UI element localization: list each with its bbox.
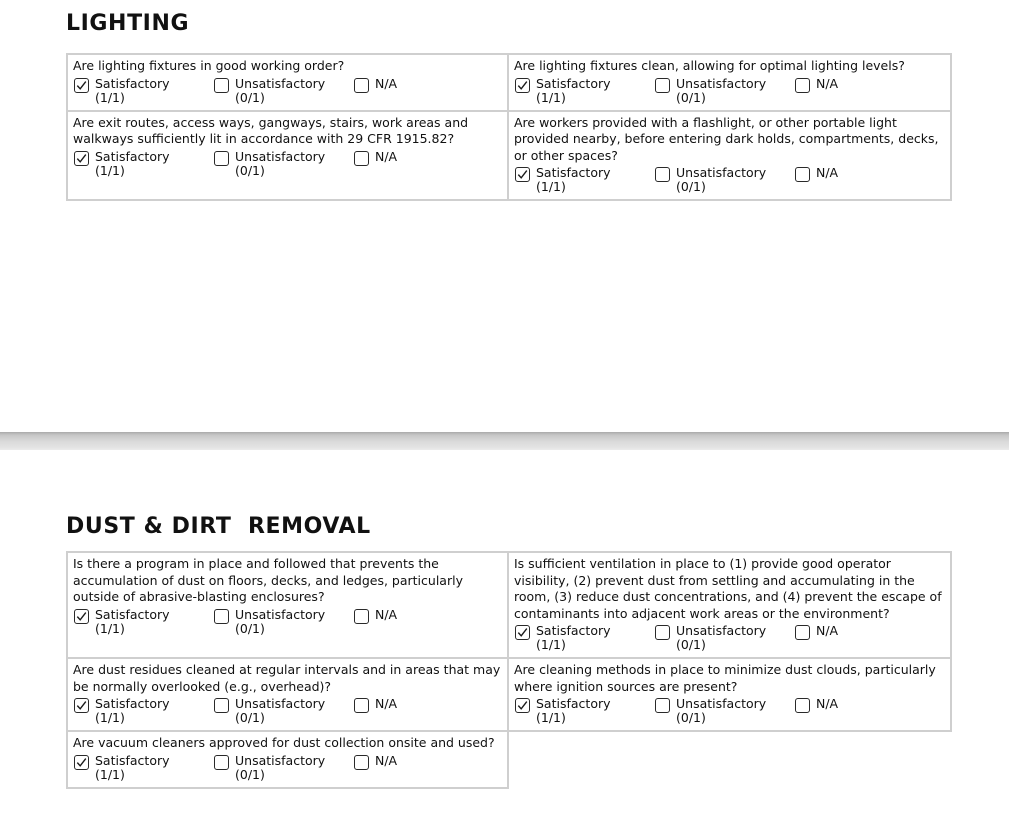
option-score: (1/1) bbox=[95, 89, 125, 105]
answer-options bbox=[514, 697, 945, 725]
option-label: Satisfactory bbox=[536, 75, 611, 91]
option-label: N/A bbox=[816, 696, 839, 711]
checkbox-unchecked[interactable] bbox=[655, 78, 670, 93]
option-unsatisfactory[interactable] bbox=[213, 77, 353, 105]
option-label: N/A bbox=[375, 752, 398, 768]
option-score: (0/1) bbox=[676, 637, 706, 652]
checkbox-checked[interactable] bbox=[74, 78, 89, 93]
option-score: (1/1) bbox=[95, 162, 125, 178]
question-text: Is there a program in place and followed that prevents the accumulation of dust on floors, decks, and ledges, particularly outside of abrasive-blasting enclosures? bbox=[73, 556, 463, 604]
answer-options bbox=[73, 150, 502, 178]
option-satisfactory[interactable] bbox=[514, 624, 654, 652]
section-title-dust-dirt-removal: DUST & DIRT REMOVAL bbox=[66, 514, 371, 539]
answer-options bbox=[514, 166, 945, 194]
option-unsatisfactory[interactable] bbox=[213, 150, 353, 178]
option-na[interactable] bbox=[353, 754, 433, 770]
page-separator bbox=[0, 432, 1009, 450]
option-score: (0/1) bbox=[676, 179, 706, 194]
option-score: (1/1) bbox=[536, 710, 566, 725]
answer-options bbox=[514, 624, 945, 652]
question-cell bbox=[66, 53, 509, 112]
question-text: Are lighting fixtures in good working order? bbox=[73, 58, 345, 73]
question-cell bbox=[507, 53, 952, 112]
option-score: (0/1) bbox=[676, 710, 706, 725]
question-cell bbox=[507, 110, 952, 202]
option-na[interactable] bbox=[353, 608, 433, 624]
checkbox-unchecked[interactable] bbox=[354, 698, 369, 713]
option-score: (0/1) bbox=[235, 710, 265, 725]
checkmark-icon bbox=[516, 626, 529, 639]
option-na[interactable] bbox=[794, 77, 874, 93]
option-label: Satisfactory bbox=[536, 623, 611, 638]
option-label: N/A bbox=[816, 165, 839, 180]
checkbox-unchecked[interactable] bbox=[214, 698, 229, 713]
checkbox-unchecked[interactable] bbox=[214, 78, 229, 93]
option-unsatisfactory[interactable] bbox=[213, 608, 353, 636]
checkbox-unchecked[interactable] bbox=[655, 167, 670, 182]
checkmark-icon bbox=[75, 756, 88, 769]
question-cell bbox=[66, 730, 509, 789]
option-score: (1/1) bbox=[536, 637, 566, 652]
question-text: Are vacuum cleaners approved for dust collection onsite and used? bbox=[73, 735, 495, 750]
option-label: N/A bbox=[375, 696, 398, 711]
option-satisfactory[interactable] bbox=[514, 166, 654, 194]
option-label: Satisfactory bbox=[95, 752, 170, 768]
option-unsatisfactory[interactable] bbox=[213, 754, 353, 782]
checkmark-icon bbox=[75, 79, 88, 92]
option-label: Satisfactory bbox=[95, 148, 170, 164]
question-cell bbox=[507, 657, 952, 732]
checkbox-unchecked[interactable] bbox=[354, 78, 369, 93]
checkmark-icon bbox=[75, 699, 88, 712]
option-label: Unsatisfactory bbox=[676, 75, 767, 91]
question-text: Are workers provided with a flashlight, or other portable light provided nearby, before entering dark holds, compartments, decks, or other spaces? bbox=[514, 114, 939, 163]
option-label: Unsatisfactory bbox=[676, 165, 767, 180]
option-score: (1/1) bbox=[536, 179, 566, 194]
option-label: N/A bbox=[816, 623, 839, 638]
option-label: Satisfactory bbox=[536, 696, 611, 711]
question-cell bbox=[507, 551, 952, 659]
option-na[interactable] bbox=[794, 624, 874, 640]
checkbox-checked[interactable] bbox=[74, 755, 89, 770]
question-grid-lighting bbox=[66, 53, 952, 199]
option-label: Unsatisfactory bbox=[235, 148, 326, 164]
option-na[interactable] bbox=[353, 77, 433, 93]
answer-options bbox=[514, 77, 945, 105]
option-label: Unsatisfactory bbox=[235, 696, 326, 711]
section-title-lighting: LIGHTING bbox=[66, 11, 190, 36]
option-label: Unsatisfactory bbox=[676, 696, 767, 711]
option-na[interactable] bbox=[353, 150, 433, 166]
option-satisfactory[interactable] bbox=[73, 150, 213, 178]
option-unsatisfactory[interactable] bbox=[654, 697, 794, 725]
option-score: (0/1) bbox=[676, 89, 706, 105]
checkbox-checked[interactable] bbox=[74, 151, 89, 166]
question-cell bbox=[66, 551, 509, 659]
checkbox-unchecked[interactable] bbox=[214, 609, 229, 624]
checkbox-unchecked[interactable] bbox=[795, 625, 810, 640]
option-satisfactory[interactable] bbox=[73, 77, 213, 105]
option-score: (1/1) bbox=[536, 89, 566, 105]
checkmark-icon bbox=[516, 699, 529, 712]
checkbox-unchecked[interactable] bbox=[354, 151, 369, 166]
checkmark-icon bbox=[75, 610, 88, 623]
option-label: Unsatisfactory bbox=[676, 623, 767, 638]
option-label: Unsatisfactory bbox=[235, 606, 326, 622]
question-text: Are exit routes, access ways, gangways, stairs, work areas and walkways sufficiently lit in accordance with 29 CFR 1915.82? bbox=[73, 114, 469, 146]
option-label: Unsatisfactory bbox=[235, 752, 326, 768]
question-cell bbox=[66, 110, 509, 202]
option-unsatisfactory[interactable] bbox=[213, 697, 353, 725]
checkbox-unchecked[interactable] bbox=[655, 698, 670, 713]
option-satisfactory[interactable] bbox=[514, 77, 654, 105]
option-label: N/A bbox=[375, 148, 398, 164]
checkbox-checked[interactable] bbox=[515, 625, 530, 640]
answer-options bbox=[73, 697, 502, 725]
answer-options bbox=[73, 754, 502, 782]
option-label: Satisfactory bbox=[536, 165, 611, 180]
checkmark-icon bbox=[516, 79, 529, 92]
option-label: N/A bbox=[375, 75, 398, 91]
option-score: (1/1) bbox=[95, 620, 125, 636]
option-unsatisfactory[interactable] bbox=[654, 77, 794, 105]
option-satisfactory[interactable] bbox=[73, 608, 213, 636]
option-satisfactory[interactable] bbox=[514, 697, 654, 725]
option-score: (0/1) bbox=[235, 89, 265, 105]
checkbox-checked[interactable] bbox=[515, 78, 530, 93]
option-score: (0/1) bbox=[235, 766, 265, 782]
option-label: N/A bbox=[375, 606, 398, 622]
option-na[interactable] bbox=[353, 697, 433, 713]
option-unsatisfactory[interactable] bbox=[654, 624, 794, 652]
question-grid-dust bbox=[66, 551, 952, 787]
checkbox-checked[interactable] bbox=[515, 698, 530, 713]
option-label: Satisfactory bbox=[95, 75, 170, 91]
checkbox-unchecked[interactable] bbox=[354, 609, 369, 624]
checkbox-unchecked[interactable] bbox=[655, 625, 670, 640]
checkmark-icon bbox=[75, 152, 88, 165]
option-score: (0/1) bbox=[235, 620, 265, 636]
checkmark-icon bbox=[516, 168, 529, 181]
question-text: Are dust residues cleaned at regular intervals and in areas that may be normally overlooked (e.g., overhead)? bbox=[73, 662, 501, 694]
option-label: Unsatisfactory bbox=[235, 75, 326, 91]
option-na[interactable] bbox=[794, 166, 874, 182]
option-score: (1/1) bbox=[95, 766, 125, 782]
answer-options bbox=[73, 608, 502, 636]
question-text: Are cleaning methods in place to minimize dust clouds, particularly where ignition sources are present? bbox=[514, 662, 936, 694]
option-label: N/A bbox=[816, 75, 839, 91]
option-score: (0/1) bbox=[235, 162, 265, 178]
checkbox-checked[interactable] bbox=[74, 698, 89, 713]
option-satisfactory[interactable] bbox=[73, 754, 213, 782]
question-cell bbox=[66, 657, 509, 732]
question-text: Is sufficient ventilation in place to (1) provide good operator visibility, (2) prevent dust from settling and accumulating in the room, (3) reduce dust concentrations, and (4) prevent the escape of contaminants into adjacent work areas or the environment? bbox=[514, 556, 942, 621]
checkbox-unchecked[interactable] bbox=[214, 755, 229, 770]
checkbox-checked[interactable] bbox=[74, 609, 89, 624]
option-unsatisfactory[interactable] bbox=[654, 166, 794, 194]
checkbox-unchecked[interactable] bbox=[795, 167, 810, 182]
option-satisfactory[interactable] bbox=[73, 697, 213, 725]
option-label: Satisfactory bbox=[95, 606, 170, 622]
option-score: (1/1) bbox=[95, 710, 125, 725]
option-na[interactable] bbox=[794, 697, 874, 713]
checkbox-unchecked[interactable] bbox=[795, 78, 810, 93]
question-text: Are lighting fixtures clean, allowing for optimal lighting levels? bbox=[514, 58, 905, 73]
option-label: Satisfactory bbox=[95, 696, 170, 711]
checkbox-unchecked[interactable] bbox=[214, 151, 229, 166]
checkbox-unchecked[interactable] bbox=[354, 755, 369, 770]
checkbox-unchecked[interactable] bbox=[795, 698, 810, 713]
checkbox-checked[interactable] bbox=[515, 167, 530, 182]
answer-options bbox=[73, 77, 502, 105]
report-page-dust bbox=[0, 450, 1009, 836]
